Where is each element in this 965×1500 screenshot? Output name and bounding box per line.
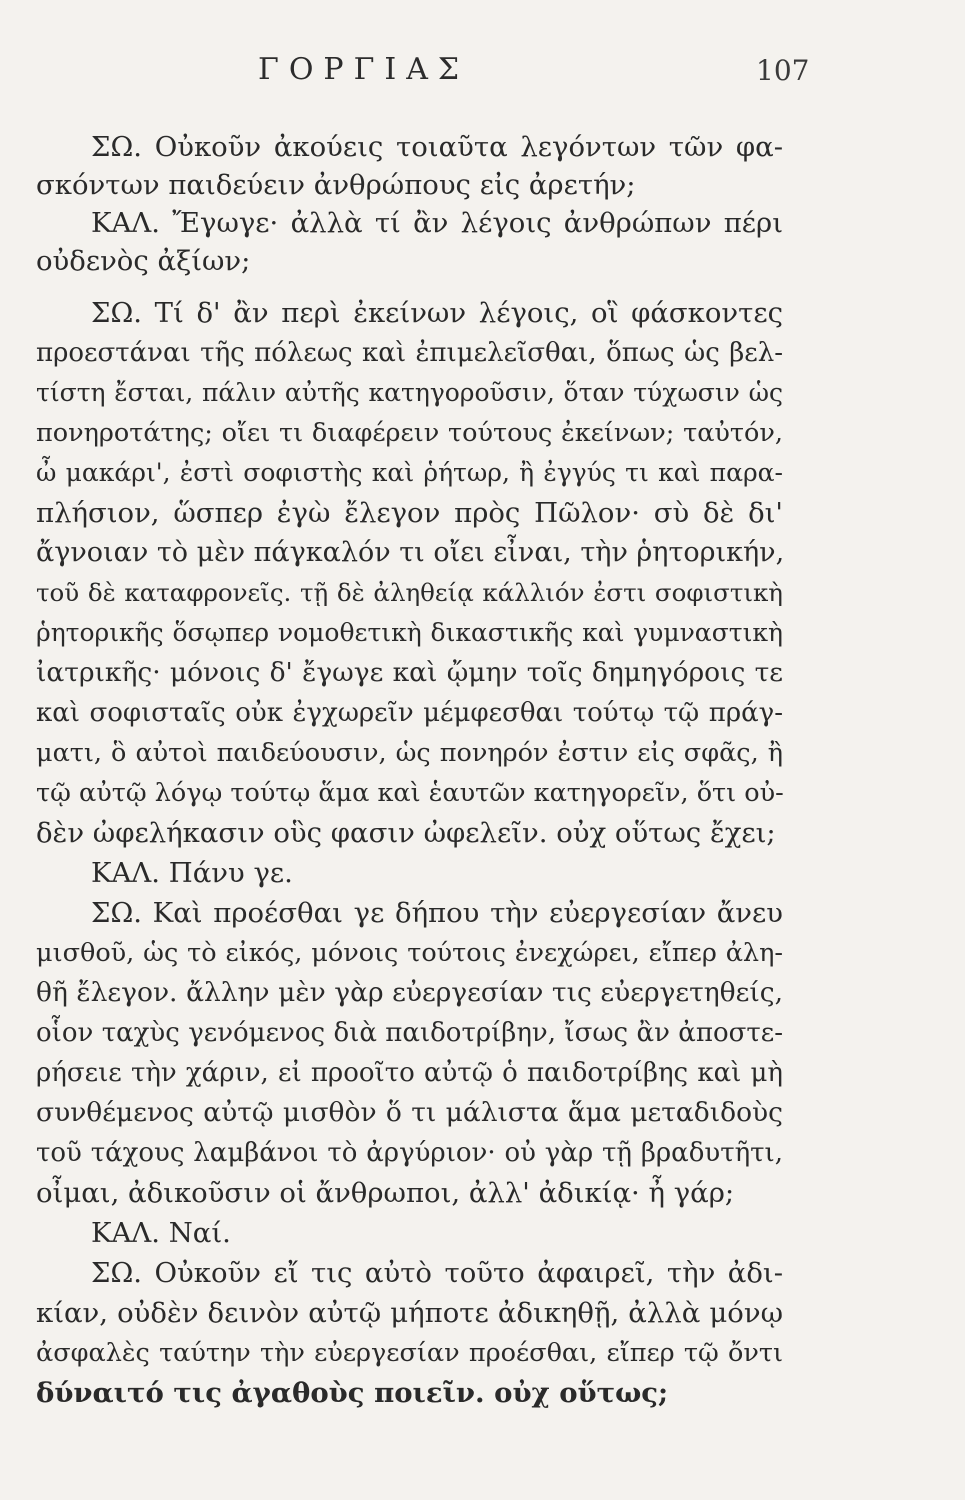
text-line: πλήσιον, ὥσπερ ἐγὼ ἔλεγον πρὸς Πῶλον· σὺ δὲ δι' bbox=[36, 497, 783, 529]
text-line: τίστη ἔσται, πάλιν αὐτῆς κατηγοροῦσιν, ὅταν τύχωσιν ὡς bbox=[36, 378, 783, 407]
text-line: ἄγνοιαν τὸ μὲν πάγκαλόν τι οἴει εἶναι, τὴν ῥητορικήν, bbox=[36, 537, 785, 568]
text-line: τῷ αὐτῷ λόγῳ τούτῳ ἅμα καὶ ἑαυτῶν κατηγορεῖν, ὅτι οὐ- bbox=[36, 778, 784, 808]
text-line: πονηροτάτης; οἴει τι διαφέρειν τούτους ἐκείνων; ταὐτόν, bbox=[36, 418, 783, 448]
text-line: ἰατρικῆς· μόνοις δ' ἔγωγε καὶ ᾤμην τοῖς δημηγόροις τε bbox=[36, 657, 783, 688]
text-line: συνθέμενος αὐτῷ μισθὸν ὅ τι μάλιστα ἅμα μεταδιδοὺς bbox=[36, 1097, 783, 1128]
text-line: οὐδενὸς ἀξίων; bbox=[36, 245, 251, 277]
text-line: ΚΑΛ. Πάνυ γε. bbox=[91, 857, 293, 889]
text-line: τοῦ τάχους λαμβάνοι τὸ ἀργύριον· οὐ γὰρ τῇ βραδυτῆτι, bbox=[36, 1138, 783, 1168]
text-line: σκόντων παιδεύειν ἀνθρώπους εἰς ἀρετήν; bbox=[36, 169, 636, 201]
page-number: 107 bbox=[756, 54, 810, 87]
text-line: ΣΩ. Καὶ προέσθαι γε δήπου τὴν εὐεργεσίαν ἄνευ bbox=[91, 897, 783, 929]
text-line: προεστάναι τῆς πόλεως καὶ ἐπιμελεῖσθαι, ὅπως ὡς βελ- bbox=[36, 338, 783, 368]
text-line: ΣΩ. Οὐκοῦν εἴ τις αὐτὸ τοῦτο ἀφαιρεῖ, τὴν ἀδι- bbox=[91, 1257, 783, 1289]
text-line: καὶ σοφισταῖς οὐκ ἐγχωρεῖν μέμφεσθαι τούτῳ τῷ πράγ- bbox=[36, 698, 783, 728]
text-line: τοῦ δὲ καταφρονεῖς. τῇ δὲ ἀληθείᾳ κάλλιόν ἐστι σοφιστικὴ bbox=[36, 578, 783, 607]
text-line: ΚΑΛ. Ναί. bbox=[91, 1217, 231, 1249]
text-line: ὦ μακάρι', ἐστὶ σοφιστὴς καὶ ῥήτωρ, ἢ ἐγγύς τι καὶ παρα- bbox=[36, 458, 783, 487]
text-line: ματι, ὃ αὐτοὶ παιδεύουσιν, ὡς πονηρόν ἐστιν εἰς σφᾶς, ἢ bbox=[36, 738, 783, 768]
text-line: ἀσφαλὲς ταύτην τὴν εὐεργεσίαν προέσθαι, εἴπερ τῷ ὄντι bbox=[36, 1338, 783, 1368]
text-line: κίαν, οὐδὲν δεινὸν αὐτῷ μήποτε ἀδικηθῇ, ἀλλὰ μόνῳ bbox=[36, 1297, 783, 1329]
text-line: ΣΩ. Οὐκοῦν ἀκούεις τοιαῦτα λεγόντων τῶν φα- bbox=[91, 131, 783, 163]
text-line: δὲν ὠφελήκασιν οὓς φασιν ὠφελεῖν. οὐχ οὕτως ἔχει; bbox=[36, 817, 776, 849]
text-line: ΚΑΛ. Ἔγωγε· ἀλλὰ τί ἂν λέγοις ἀνθρώπων πέρι bbox=[91, 207, 783, 239]
text-line: δύναιτό τις ἀγαθοὺς ποιεῖν. οὐχ οὕτως; bbox=[36, 1377, 669, 1409]
text-line: οἷον ταχὺς γενόμενος διὰ παιδοτρίβην, ἴσως ἂν ἀποστε- bbox=[36, 1018, 783, 1048]
text-line: ῥητορικῆς ὅσῳπερ νομοθετικὴ δικαστικῆς καὶ γυμναστικὴ bbox=[36, 618, 783, 647]
running-title: ΓΟΡΓΙΑΣ bbox=[258, 52, 470, 87]
text-line: ρήσειε τὴν χάριν, εἰ προοῖτο αὐτῷ ὁ παιδοτρίβης καὶ μὴ bbox=[36, 1058, 783, 1088]
running-head bbox=[0, 52, 965, 102]
text-line: οἶμαι, ἀδικοῦσιν οἱ ἄνθρωποι, ἀλλ' ἀδικίᾳ· ἦ γάρ; bbox=[36, 1177, 735, 1209]
text-line: θῆ ἔλεγον. ἄλλην μὲν γὰρ εὐεργεσίαν τις εὐεργετηθείς, bbox=[36, 977, 783, 1008]
text-line: ΣΩ. Τί δ' ἂν περὶ ἐκείνων λέγοις, οἳ φάσκοντες bbox=[91, 297, 783, 329]
text-line: μισθοῦ, ὡς τὸ εἰκός, μόνοις τούτοις ἐνεχώρει, εἴπερ ἀλη- bbox=[36, 938, 783, 968]
